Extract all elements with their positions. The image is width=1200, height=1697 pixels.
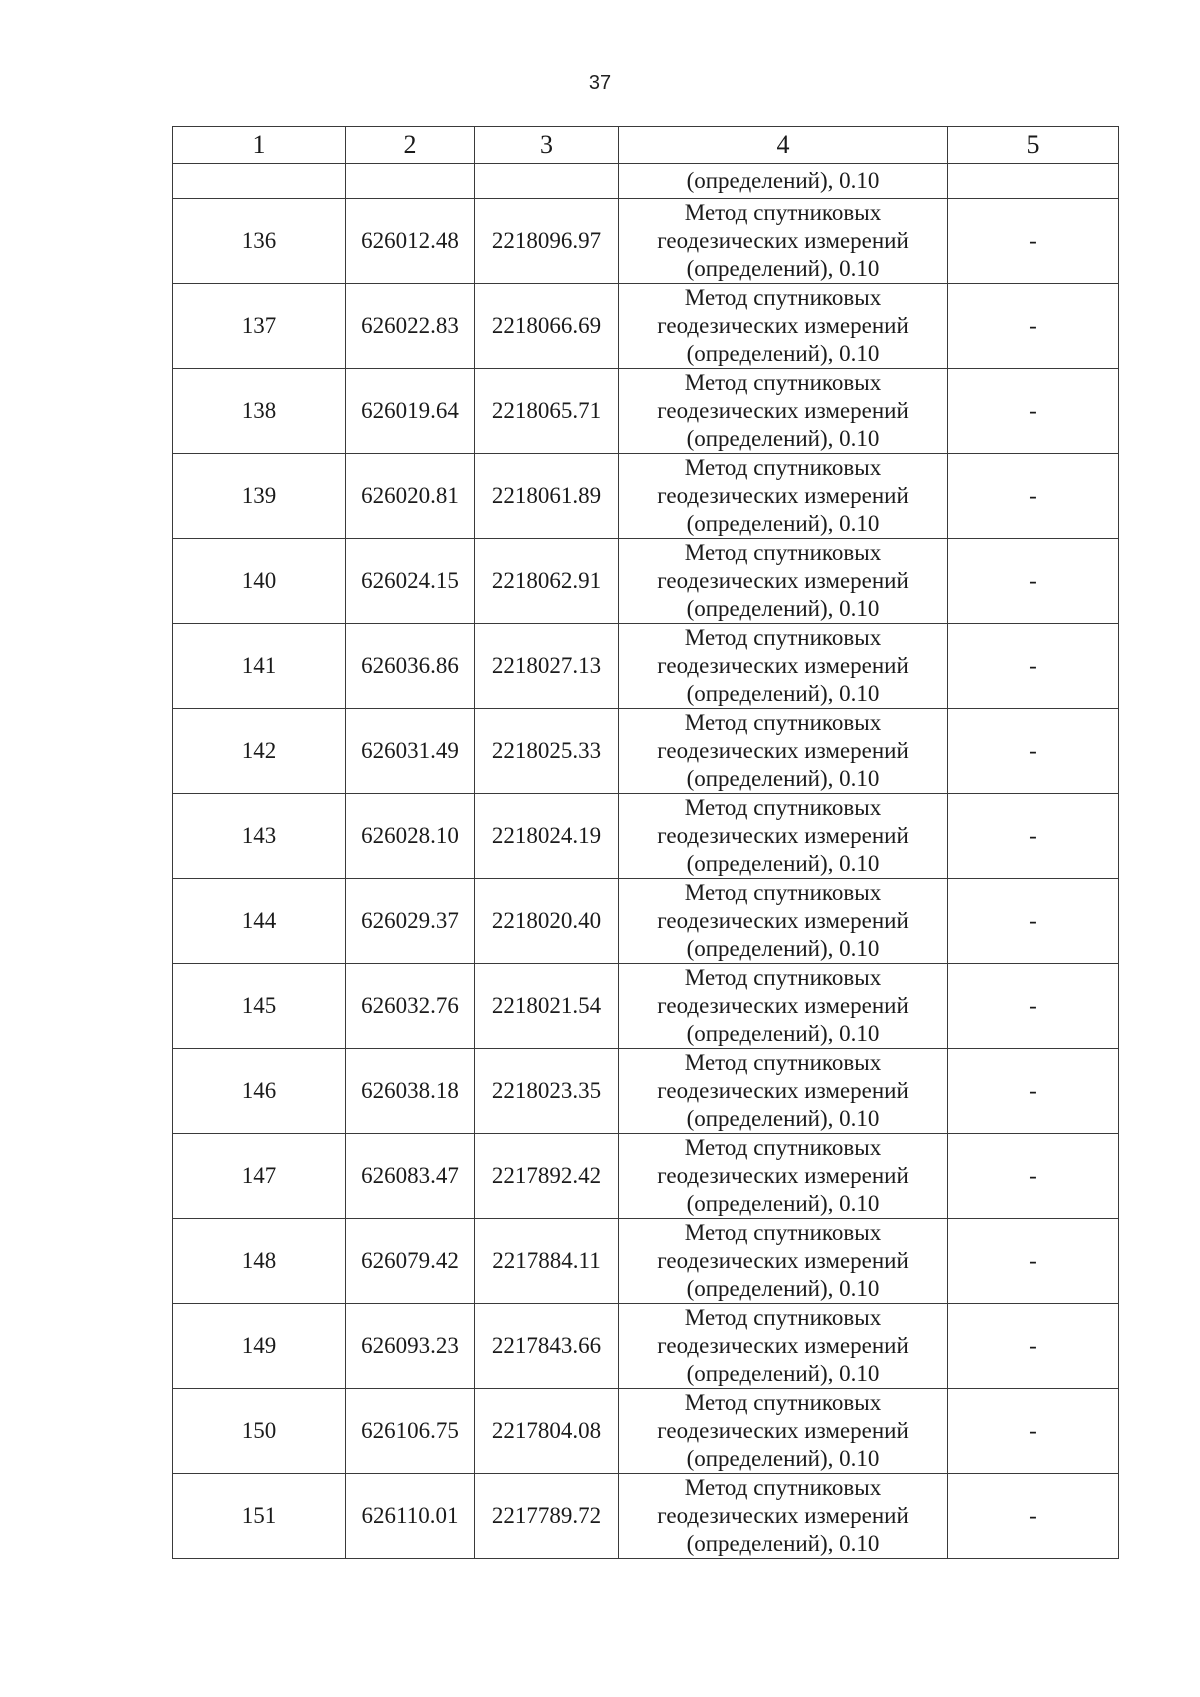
table-row — [173, 1219, 1119, 1304]
method-cell — [619, 709, 948, 794]
point-number-cell: 136 — [173, 199, 346, 284]
method-line: геодезических измерений — [657, 1248, 909, 1273]
method-line: Метод спутниковых — [684, 710, 882, 735]
column-header-4: 4 — [619, 127, 948, 164]
method-line: геодезических измерений — [657, 1333, 909, 1358]
method-line: Метод спутниковых — [684, 1390, 882, 1415]
method-cell — [619, 199, 948, 284]
y-coordinate-cell: 2218061.89 — [475, 454, 619, 539]
table-row — [173, 709, 1119, 794]
point-number-cell: 145 — [173, 964, 346, 1049]
x-coordinate-cell: 626019.64 — [346, 369, 475, 454]
method-cell — [619, 1219, 948, 1304]
note-cell: - — [948, 709, 1119, 794]
method-cell — [619, 369, 948, 454]
y-coordinate-cell: 2218027.13 — [475, 624, 619, 709]
method-line: (определений), 0.10 — [686, 1276, 880, 1301]
note-cell: - — [948, 1304, 1119, 1389]
method-line: (определений), 0.10 — [686, 1106, 880, 1131]
table-row — [173, 539, 1119, 624]
x-coordinate-cell: 626012.48 — [346, 199, 475, 284]
x-coordinate-cell: 626029.37 — [346, 879, 475, 964]
method-line: (определений), 0.10 — [686, 1531, 880, 1556]
table-row — [173, 1474, 1119, 1559]
point-number-cell: 143 — [173, 794, 346, 879]
note-cell: - — [948, 624, 1119, 709]
column-header-2: 2 — [346, 127, 475, 164]
note-cell: - — [948, 539, 1119, 624]
y-coordinate-cell: 2217892.42 — [475, 1134, 619, 1219]
note-cell: - — [948, 879, 1119, 964]
method-line: (определений), 0.10 — [686, 1191, 880, 1216]
note-cell: - — [948, 1389, 1119, 1474]
method-line: Метод спутниковых — [684, 1220, 882, 1245]
column-header-5: 5 — [948, 127, 1119, 164]
note-cell: - — [948, 794, 1119, 879]
method-cell — [619, 794, 948, 879]
y-coordinate-cell: 2217884.11 — [475, 1219, 619, 1304]
table-row — [173, 964, 1119, 1049]
continuation-cell-5 — [948, 164, 1119, 199]
method-line: Метод спутниковых — [684, 1050, 882, 1075]
method-line: (определений), 0.10 — [686, 851, 880, 876]
table-row — [173, 1049, 1119, 1134]
note-cell: - — [948, 1134, 1119, 1219]
point-number-cell: 147 — [173, 1134, 346, 1219]
method-line: Метод спутниковых — [684, 880, 882, 905]
method-cell — [619, 1389, 948, 1474]
method-line: Метод спутниковых — [684, 370, 882, 395]
method-line: Метод спутниковых — [684, 1135, 882, 1160]
x-coordinate-cell: 626032.76 — [346, 964, 475, 1049]
method-line: (определений), 0.10 — [686, 256, 880, 281]
method-line: (определений), 0.10 — [686, 1361, 880, 1386]
y-coordinate-cell: 2218025.33 — [475, 709, 619, 794]
y-coordinate-cell: 2218024.19 — [475, 794, 619, 879]
point-number-cell: 149 — [173, 1304, 346, 1389]
y-coordinate-cell: 2218020.40 — [475, 879, 619, 964]
table-row — [173, 794, 1119, 879]
method-line: (определений), 0.10 — [686, 1446, 880, 1471]
method-line: Метод спутниковых — [684, 285, 882, 310]
x-coordinate-cell: 626093.23 — [346, 1304, 475, 1389]
y-coordinate-cell: 2218065.71 — [475, 369, 619, 454]
table-row — [173, 284, 1119, 369]
method-line: геодезических измерений — [657, 313, 909, 338]
method-cell — [619, 454, 948, 539]
table-row — [173, 879, 1119, 964]
method-line: геодезических измерений — [657, 908, 909, 933]
note-cell: - — [948, 964, 1119, 1049]
method-line: (определений), 0.10 — [686, 936, 880, 961]
table-row — [173, 1304, 1119, 1389]
table-row — [173, 454, 1119, 539]
coordinates-table — [172, 126, 1119, 1559]
point-number-cell: 144 — [173, 879, 346, 964]
method-cell — [619, 1474, 948, 1559]
table-header-row — [173, 127, 1119, 164]
y-coordinate-cell: 2217843.66 — [475, 1304, 619, 1389]
x-coordinate-cell: 626106.75 — [346, 1389, 475, 1474]
continuation-cell-1 — [173, 164, 346, 199]
method-line: (определений), 0.10 — [686, 1021, 880, 1046]
table-row — [173, 624, 1119, 709]
method-line: геодезических измерений — [657, 1078, 909, 1103]
method-line: геодезических измерений — [657, 228, 909, 253]
x-coordinate-cell: 626083.47 — [346, 1134, 475, 1219]
point-number-cell: 148 — [173, 1219, 346, 1304]
point-number-cell: 138 — [173, 369, 346, 454]
method-cell — [619, 539, 948, 624]
point-number-cell: 141 — [173, 624, 346, 709]
column-header-1: 1 — [173, 127, 346, 164]
x-coordinate-cell: 626028.10 — [346, 794, 475, 879]
x-coordinate-cell: 626036.86 — [346, 624, 475, 709]
method-line: геодезических измерений — [657, 1163, 909, 1188]
method-line: геодезических измерений — [657, 823, 909, 848]
x-coordinate-cell: 626079.42 — [346, 1219, 475, 1304]
point-number-cell: 140 — [173, 539, 346, 624]
method-line: Метод спутниковых — [684, 1475, 882, 1500]
method-line: Метод спутниковых — [684, 795, 882, 820]
note-cell: - — [948, 454, 1119, 539]
continuation-cell-4: (определений), 0.10 — [619, 164, 948, 199]
y-coordinate-cell: 2218062.91 — [475, 539, 619, 624]
method-cell — [619, 964, 948, 1049]
method-line: геодезических измерений — [657, 483, 909, 508]
method-cell — [619, 284, 948, 369]
method-line: геодезических измерений — [657, 1503, 909, 1528]
page-number: 37 — [588, 72, 612, 94]
continuation-row — [173, 164, 1119, 199]
table-row — [173, 369, 1119, 454]
y-coordinate-cell: 2217789.72 — [475, 1474, 619, 1559]
x-coordinate-cell: 626038.18 — [346, 1049, 475, 1134]
method-line: Метод спутниковых — [684, 965, 882, 990]
method-cell — [619, 1049, 948, 1134]
method-line: (определений), 0.10 — [686, 511, 880, 536]
method-line: Метод спутниковых — [684, 455, 882, 480]
x-coordinate-cell: 626031.49 — [346, 709, 475, 794]
method-line: геодезических измерений — [657, 993, 909, 1018]
point-number-cell: 146 — [173, 1049, 346, 1134]
x-coordinate-cell: 626020.81 — [346, 454, 475, 539]
table-row — [173, 199, 1119, 284]
method-line: геодезических измерений — [657, 1418, 909, 1443]
y-coordinate-cell: 2218023.35 — [475, 1049, 619, 1134]
point-number-cell: 151 — [173, 1474, 346, 1559]
method-cell — [619, 624, 948, 709]
method-line: (определений), 0.10 — [686, 426, 880, 451]
y-coordinate-cell: 2218096.97 — [475, 199, 619, 284]
method-line: Метод спутниковых — [684, 1305, 882, 1330]
method-line: Метод спутниковых — [684, 540, 882, 565]
method-line: (определений), 0.10 — [686, 341, 880, 366]
note-cell: - — [948, 1219, 1119, 1304]
method-line: Метод спутниковых — [684, 200, 882, 225]
table-row — [173, 1389, 1119, 1474]
method-line: Метод спутниковых — [684, 625, 882, 650]
table-row — [173, 1134, 1119, 1219]
note-cell: - — [948, 1049, 1119, 1134]
note-cell: - — [948, 369, 1119, 454]
x-coordinate-cell: 626024.15 — [346, 539, 475, 624]
note-cell: - — [948, 284, 1119, 369]
method-line: (определений), 0.10 — [686, 596, 880, 621]
y-coordinate-cell: 2218066.69 — [475, 284, 619, 369]
column-header-3: 3 — [475, 127, 619, 164]
method-cell — [619, 1134, 948, 1219]
continuation-cell-3 — [475, 164, 619, 199]
point-number-cell: 150 — [173, 1389, 346, 1474]
x-coordinate-cell: 626022.83 — [346, 284, 475, 369]
method-line: геодезических измерений — [657, 653, 909, 678]
point-number-cell: 137 — [173, 284, 346, 369]
method-line: геодезических измерений — [657, 568, 909, 593]
method-line: (определений), 0.10 — [686, 681, 880, 706]
note-cell: - — [948, 199, 1119, 284]
x-coordinate-cell: 626110.01 — [346, 1474, 475, 1559]
method-cell — [619, 1304, 948, 1389]
method-line: геодезических измерений — [657, 738, 909, 763]
method-line: геодезических измерений — [657, 398, 909, 423]
y-coordinate-cell: 2218021.54 — [475, 964, 619, 1049]
continuation-cell-2 — [346, 164, 475, 199]
note-cell: - — [948, 1474, 1119, 1559]
method-cell — [619, 879, 948, 964]
y-coordinate-cell: 2217804.08 — [475, 1389, 619, 1474]
point-number-cell: 139 — [173, 454, 346, 539]
point-number-cell: 142 — [173, 709, 346, 794]
method-line: (определений), 0.10 — [686, 766, 880, 791]
